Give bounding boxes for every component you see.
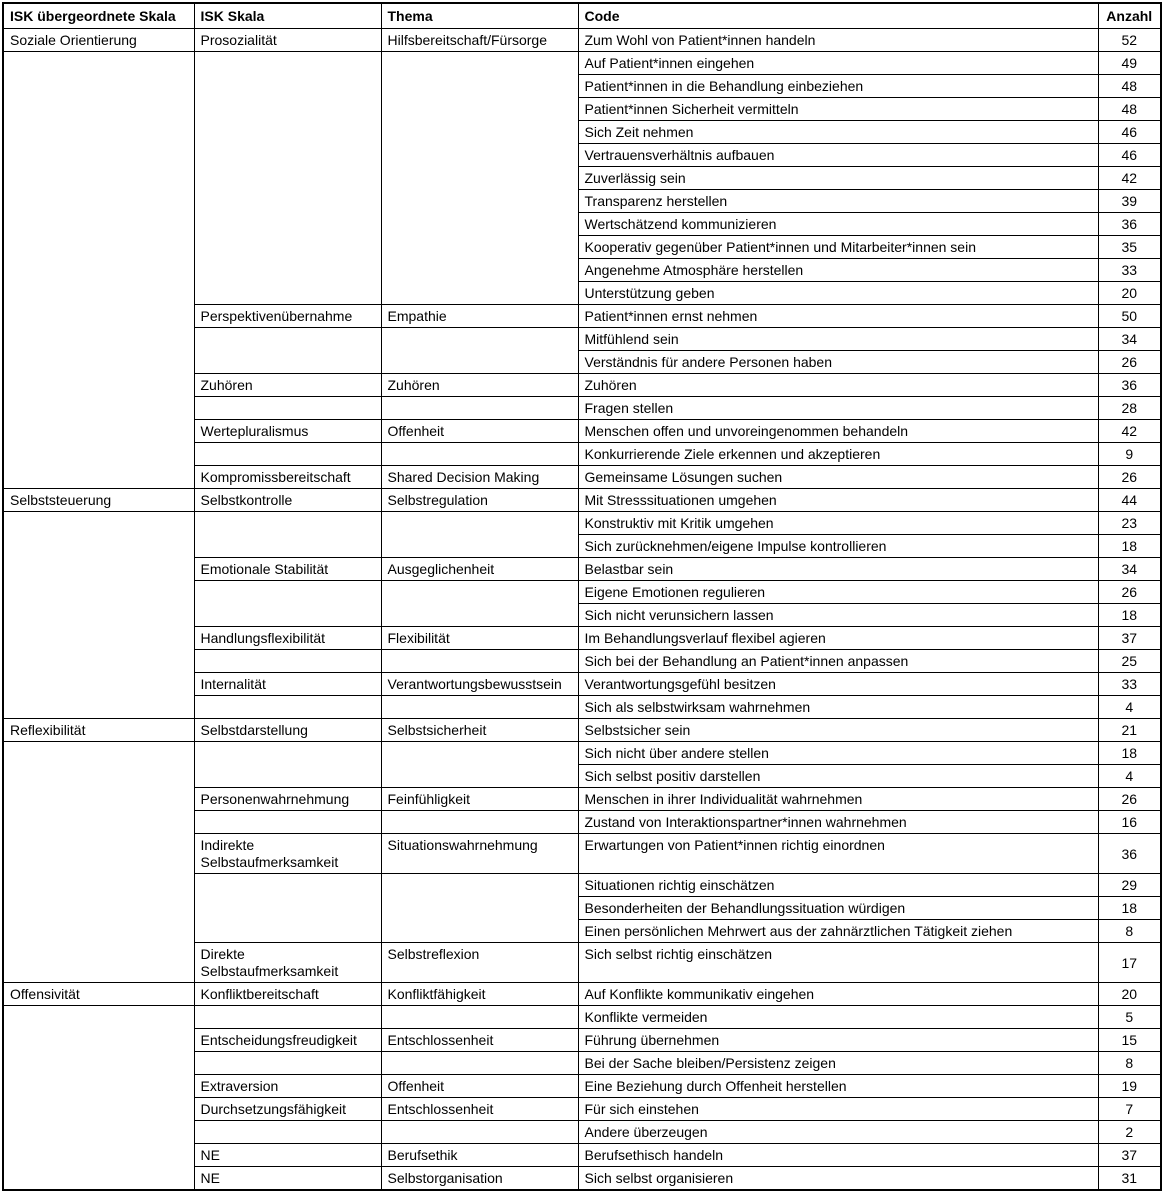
anzahl-cell: 4 bbox=[1098, 696, 1161, 719]
code-cell: Vertrauensverhältnis aufbauen bbox=[578, 144, 1098, 167]
thema-cell: Selbstregulation bbox=[381, 489, 578, 512]
anzahl-cell: 46 bbox=[1098, 144, 1161, 167]
anzahl-cell: 42 bbox=[1098, 420, 1161, 443]
anzahl-cell: 36 bbox=[1098, 374, 1161, 397]
skala-spacer-cell bbox=[194, 443, 381, 466]
code-cell: Führung übernehmen bbox=[578, 1029, 1098, 1052]
skala-cell: NE bbox=[194, 1144, 381, 1167]
code-cell: Sich selbst richtig einschätzen bbox=[578, 943, 1098, 983]
code-cell: Situationen richtig einschätzen bbox=[578, 874, 1098, 897]
anzahl-cell: 28 bbox=[1098, 397, 1161, 420]
thema-spacer-cell bbox=[381, 1121, 578, 1144]
code-cell: Sich bei der Behandlung an Patient*innen anpassen bbox=[578, 650, 1098, 673]
code-cell: Sich zurücknehmen/eigene Impulse kontrollieren bbox=[578, 535, 1098, 558]
anzahl-cell: 42 bbox=[1098, 167, 1161, 190]
code-cell: Patient*innen Sicherheit vermitteln bbox=[578, 98, 1098, 121]
code-cell: Sich nicht über andere stellen bbox=[578, 742, 1098, 765]
code-cell: Andere überzeugen bbox=[578, 1121, 1098, 1144]
code-cell: Gemeinsame Lösungen suchen bbox=[578, 466, 1098, 489]
table-row bbox=[3, 742, 1161, 765]
thema-spacer-cell bbox=[381, 1006, 578, 1029]
thema-cell: Shared Decision Making bbox=[381, 466, 578, 489]
thema-spacer-cell bbox=[381, 811, 578, 834]
code-cell: Sich selbst positiv darstellen bbox=[578, 765, 1098, 788]
code-cell: Besonderheiten der Behandlungssituation würdigen bbox=[578, 897, 1098, 920]
thema-cell: Offenheit bbox=[381, 420, 578, 443]
anzahl-cell: 15 bbox=[1098, 1029, 1161, 1052]
skala-cell: Emotionale Stabilität bbox=[194, 558, 381, 581]
thema-spacer-cell bbox=[381, 742, 578, 788]
skala-spacer-cell bbox=[194, 328, 381, 374]
thema-spacer-cell bbox=[381, 1052, 578, 1075]
anzahl-cell: 5 bbox=[1098, 1006, 1161, 1029]
table-row bbox=[3, 1006, 1161, 1029]
anzahl-cell: 52 bbox=[1098, 29, 1161, 52]
anzahl-cell: 18 bbox=[1098, 604, 1161, 627]
anzahl-cell: 36 bbox=[1098, 834, 1161, 874]
skala-cell: Kompromissbereitschaft bbox=[194, 466, 381, 489]
skala-cell: Selbstdarstellung bbox=[194, 719, 381, 742]
anzahl-cell: 7 bbox=[1098, 1098, 1161, 1121]
table-row bbox=[3, 52, 1161, 75]
anzahl-cell: 29 bbox=[1098, 874, 1161, 897]
thema-spacer-cell bbox=[381, 397, 578, 420]
code-cell: Menschen offen und unvoreingenommen behandeln bbox=[578, 420, 1098, 443]
thema-cell: Zuhören bbox=[381, 374, 578, 397]
thema-cell: Berufsethik bbox=[381, 1144, 578, 1167]
skala-cell: Extraversion bbox=[194, 1075, 381, 1098]
anzahl-cell: 49 bbox=[1098, 52, 1161, 75]
anzahl-cell: 17 bbox=[1098, 943, 1161, 983]
anzahl-cell: 37 bbox=[1098, 1144, 1161, 1167]
anzahl-cell: 36 bbox=[1098, 213, 1161, 236]
skala-spacer-cell bbox=[194, 397, 381, 420]
anzahl-cell: 26 bbox=[1098, 788, 1161, 811]
table-row bbox=[3, 512, 1161, 535]
code-cell: Eigene Emotionen regulieren bbox=[578, 581, 1098, 604]
uberskala-spacer-cell bbox=[3, 512, 194, 719]
thema-cell: Feinfühligkeit bbox=[381, 788, 578, 811]
anzahl-cell: 46 bbox=[1098, 121, 1161, 144]
skala-cell: Indirekte Selbstaufmerksamkeit bbox=[194, 834, 381, 874]
skala-cell: Durchsetzungsfähigkeit bbox=[194, 1098, 381, 1121]
anzahl-cell: 19 bbox=[1098, 1075, 1161, 1098]
uberskala-cell: Offensivität bbox=[3, 983, 194, 1006]
anzahl-cell: 34 bbox=[1098, 328, 1161, 351]
anzahl-cell: 25 bbox=[1098, 650, 1161, 673]
anzahl-cell: 26 bbox=[1098, 581, 1161, 604]
thema-cell: Selbstsicherheit bbox=[381, 719, 578, 742]
anzahl-cell: 2 bbox=[1098, 1121, 1161, 1144]
code-cell: Mit Stresssituationen umgehen bbox=[578, 489, 1098, 512]
column-header-uberskala: ISK übergeordnete Skala bbox=[3, 3, 194, 29]
anzahl-cell: 48 bbox=[1098, 98, 1161, 121]
code-cell: Sich nicht verunsichern lassen bbox=[578, 604, 1098, 627]
code-cell: Sich als selbstwirksam wahrnehmen bbox=[578, 696, 1098, 719]
anzahl-cell: 34 bbox=[1098, 558, 1161, 581]
skala-cell: NE bbox=[194, 1167, 381, 1191]
skala-spacer-cell bbox=[194, 1121, 381, 1144]
isk-coding-table bbox=[2, 2, 1162, 1191]
code-cell: Auf Konflikte kommunikativ eingehen bbox=[578, 983, 1098, 1006]
anzahl-cell: 26 bbox=[1098, 351, 1161, 374]
thema-spacer-cell bbox=[381, 328, 578, 374]
thema-cell: Ausgeglichenheit bbox=[381, 558, 578, 581]
anzahl-cell: 18 bbox=[1098, 897, 1161, 920]
code-cell: Bei der Sache bleiben/Persistenz zeigen bbox=[578, 1052, 1098, 1075]
code-cell: Konkurrierende Ziele erkennen und akzeptieren bbox=[578, 443, 1098, 466]
code-cell: Sich selbst organisieren bbox=[578, 1167, 1098, 1191]
table-row bbox=[3, 29, 1161, 52]
anzahl-cell: 33 bbox=[1098, 673, 1161, 696]
uberskala-cell: Soziale Orientierung bbox=[3, 29, 194, 52]
code-cell: Belastbar sein bbox=[578, 558, 1098, 581]
uberskala-spacer-cell bbox=[3, 52, 194, 489]
anzahl-cell: 9 bbox=[1098, 443, 1161, 466]
code-cell: Konstruktiv mit Kritik umgehen bbox=[578, 512, 1098, 535]
code-cell: Im Behandlungsverlauf flexibel agieren bbox=[578, 627, 1098, 650]
code-cell: Erwartungen von Patient*innen richtig einordnen bbox=[578, 834, 1098, 874]
anzahl-cell: 39 bbox=[1098, 190, 1161, 213]
code-cell: Wertschätzend kommunizieren bbox=[578, 213, 1098, 236]
skala-spacer-cell bbox=[194, 512, 381, 558]
anzahl-cell: 50 bbox=[1098, 305, 1161, 328]
code-cell: Auf Patient*innen eingehen bbox=[578, 52, 1098, 75]
anzahl-cell: 21 bbox=[1098, 719, 1161, 742]
code-cell: Zum Wohl von Patient*innen handeln bbox=[578, 29, 1098, 52]
skala-spacer-cell bbox=[194, 650, 381, 673]
table-row bbox=[3, 489, 1161, 512]
skala-cell: Internalität bbox=[194, 673, 381, 696]
thema-cell: Empathie bbox=[381, 305, 578, 328]
thema-cell: Situationswahrnehmung bbox=[381, 834, 578, 874]
code-cell: Patient*innen ernst nehmen bbox=[578, 305, 1098, 328]
skala-cell: Wertepluralismus bbox=[194, 420, 381, 443]
code-cell: Kooperativ gegenüber Patient*innen und Mitarbeiter*innen sein bbox=[578, 236, 1098, 259]
skala-spacer-cell bbox=[194, 811, 381, 834]
anzahl-cell: 48 bbox=[1098, 75, 1161, 98]
uberskala-cell: Reflexibilität bbox=[3, 719, 194, 742]
skala-cell: Personenwahrnehmung bbox=[194, 788, 381, 811]
skala-cell: Zuhören bbox=[194, 374, 381, 397]
code-cell: Angenehme Atmosphäre herstellen bbox=[578, 259, 1098, 282]
anzahl-cell: 8 bbox=[1098, 1052, 1161, 1075]
code-cell: Transparenz herstellen bbox=[578, 190, 1098, 213]
code-cell: Berufsethisch handeln bbox=[578, 1144, 1098, 1167]
code-cell: Verantwortungsgefühl besitzen bbox=[578, 673, 1098, 696]
thema-cell: Selbstreflexion bbox=[381, 943, 578, 983]
anzahl-cell: 20 bbox=[1098, 282, 1161, 305]
code-cell: Fragen stellen bbox=[578, 397, 1098, 420]
skala-cell: Selbstkontrolle bbox=[194, 489, 381, 512]
thema-spacer-cell bbox=[381, 696, 578, 719]
thema-cell: Selbstorganisation bbox=[381, 1167, 578, 1191]
code-cell: Zuverlässig sein bbox=[578, 167, 1098, 190]
code-cell: Zuhören bbox=[578, 374, 1098, 397]
thema-cell: Entschlossenheit bbox=[381, 1029, 578, 1052]
anzahl-cell: 8 bbox=[1098, 920, 1161, 943]
column-header-thema: Thema bbox=[381, 3, 578, 29]
anzahl-cell: 37 bbox=[1098, 627, 1161, 650]
column-header-code: Code bbox=[578, 3, 1098, 29]
uberskala-cell: Selbststeuerung bbox=[3, 489, 194, 512]
uberskala-spacer-cell bbox=[3, 1006, 194, 1191]
code-cell: Für sich einstehen bbox=[578, 1098, 1098, 1121]
thema-spacer-cell bbox=[381, 443, 578, 466]
code-cell: Selbstsicher sein bbox=[578, 719, 1098, 742]
thema-spacer-cell bbox=[381, 581, 578, 627]
anzahl-cell: 18 bbox=[1098, 535, 1161, 558]
anzahl-cell: 16 bbox=[1098, 811, 1161, 834]
anzahl-cell: 44 bbox=[1098, 489, 1161, 512]
table-body bbox=[3, 29, 1161, 1191]
anzahl-cell: 18 bbox=[1098, 742, 1161, 765]
skala-spacer-cell bbox=[194, 52, 381, 305]
skala-cell: Handlungsflexibilität bbox=[194, 627, 381, 650]
thema-cell: Flexibilität bbox=[381, 627, 578, 650]
anzahl-cell: 4 bbox=[1098, 765, 1161, 788]
skala-spacer-cell bbox=[194, 742, 381, 788]
anzahl-cell: 33 bbox=[1098, 259, 1161, 282]
code-cell: Sich Zeit nehmen bbox=[578, 121, 1098, 144]
thema-cell: Konfliktfähigkeit bbox=[381, 983, 578, 1006]
code-cell: Patient*innen in die Behandlung einbeziehen bbox=[578, 75, 1098, 98]
skala-cell: Perspektivenübernahme bbox=[194, 305, 381, 328]
table-row bbox=[3, 983, 1161, 1006]
thema-spacer-cell bbox=[381, 512, 578, 558]
thema-spacer-cell bbox=[381, 874, 578, 943]
skala-spacer-cell bbox=[194, 581, 381, 627]
thema-cell: Verantwortungsbewusstsein bbox=[381, 673, 578, 696]
thema-cell: Hilfsbereitschaft/Fürsorge bbox=[381, 29, 578, 52]
thema-spacer-cell bbox=[381, 650, 578, 673]
code-cell: Unterstützung geben bbox=[578, 282, 1098, 305]
skala-spacer-cell bbox=[194, 696, 381, 719]
skala-spacer-cell bbox=[194, 1052, 381, 1075]
skala-cell: Entscheidungsfreudigkeit bbox=[194, 1029, 381, 1052]
table-row bbox=[3, 719, 1161, 742]
code-cell: Einen persönlichen Mehrwert aus der zahnärztlichen Tätigkeit ziehen bbox=[578, 920, 1098, 943]
anzahl-cell: 26 bbox=[1098, 466, 1161, 489]
skala-cell: Direkte Selbstaufmerksamkeit bbox=[194, 943, 381, 983]
thema-cell: Entschlossenheit bbox=[381, 1098, 578, 1121]
skala-cell: Prosozialität bbox=[194, 29, 381, 52]
code-cell: Menschen in ihrer Individualität wahrnehmen bbox=[578, 788, 1098, 811]
anzahl-cell: 23 bbox=[1098, 512, 1161, 535]
anzahl-cell: 31 bbox=[1098, 1167, 1161, 1191]
thema-cell: Offenheit bbox=[381, 1075, 578, 1098]
table-header bbox=[3, 3, 1161, 29]
code-cell: Eine Beziehung durch Offenheit herstellen bbox=[578, 1075, 1098, 1098]
skala-cell: Konfliktbereitschaft bbox=[194, 983, 381, 1006]
anzahl-cell: 20 bbox=[1098, 983, 1161, 1006]
thema-spacer-cell bbox=[381, 52, 578, 305]
skala-spacer-cell bbox=[194, 874, 381, 943]
code-cell: Verständnis für andere Personen haben bbox=[578, 351, 1098, 374]
column-header-skala: ISK Skala bbox=[194, 3, 381, 29]
anzahl-cell: 35 bbox=[1098, 236, 1161, 259]
code-cell: Zustand von Interaktionspartner*innen wahrnehmen bbox=[578, 811, 1098, 834]
code-cell: Mitfühlend sein bbox=[578, 328, 1098, 351]
column-header-anzahl: Anzahl bbox=[1098, 3, 1161, 29]
skala-spacer-cell bbox=[194, 1006, 381, 1029]
header-row bbox=[3, 3, 1161, 29]
code-cell: Konflikte vermeiden bbox=[578, 1006, 1098, 1029]
uberskala-spacer-cell bbox=[3, 742, 194, 983]
